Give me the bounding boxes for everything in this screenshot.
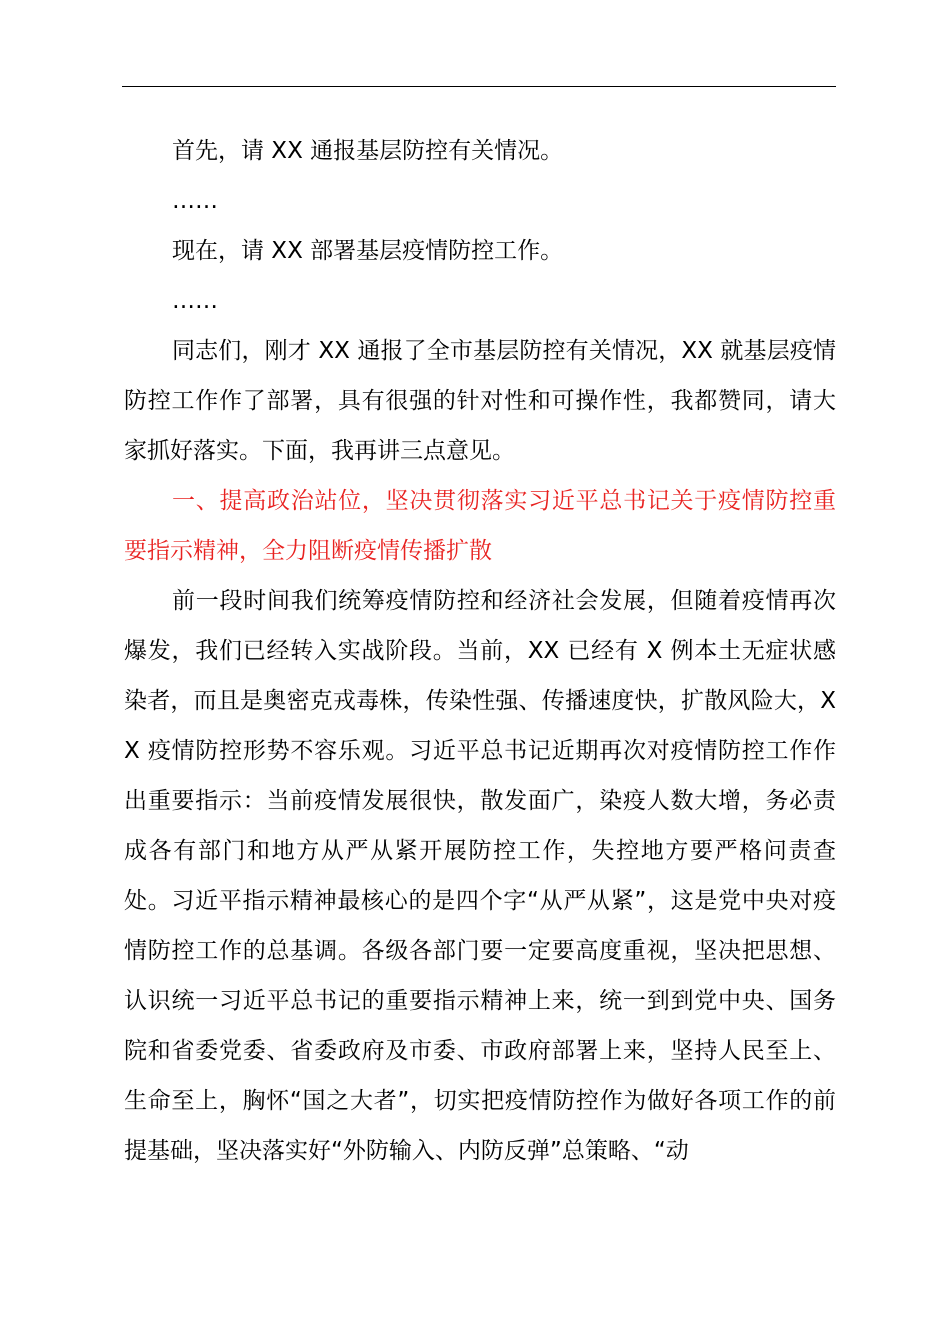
paragraph-deploy: 现在，请 XX 部署基层疫情防控工作。 [172, 238, 564, 264]
ellipsis-1: …… [172, 188, 218, 214]
paragraph-intro: 同志们，刚才 XX 通报了全市基层防控有关情况，XX 就基层疫情防控工作作了部署，具有很强的针对性和可操作性，我都赞同，请大家抓好落实。下面，我再讲三点意见。 [124, 338, 836, 464]
section-heading-1: 一、提高政治站位，坚决贯彻落实习近平总书记关于疫情防控重要指示精神，全力阻断疫情传播扩散 [124, 488, 836, 564]
ellipsis-2: …… [172, 288, 218, 314]
header-rule [122, 86, 836, 87]
document-body [124, 126, 836, 1176]
paragraph-body: 前一段时间我们统筹疫情防控和经济社会发展，但随着疫情再次爆发，我们已经转入实战阶段。当前，XX 已经有 X 例本土无症状感染者，而且是奥密克戎毒株，传染性强、传播速度快，扩散风险大，XX 疫情防控形势不容乐观。习近平总书记近期再次对疫情防控工作作出重要指示：当前疫情发展很快，散发面广，染疫人数大增，务必责成各有部门和地方从严从紧开展防控工作，失控地方要严格问责查处。习近平指示精神最核心的是四个字“从严从紧”，这是党中央对疫情防控工作的总基调。各级各部门要一定要高度重视，坚决把思想、认识统一习近平总书记的重要指示精神上来，统一到到党中央、国务院和省委党委、省委政府及市委、市政府部署上来，坚持人民至上、生命至上，胸怀“国之大者”，切实把疫情防控作为做好各项工作的前提基础，坚决落实好“外防输入、内防反弹”总策略、“动 [124, 588, 836, 1164]
paragraph-opening: 首先，请 XX 通报基层防控有关情况。 [172, 138, 564, 164]
